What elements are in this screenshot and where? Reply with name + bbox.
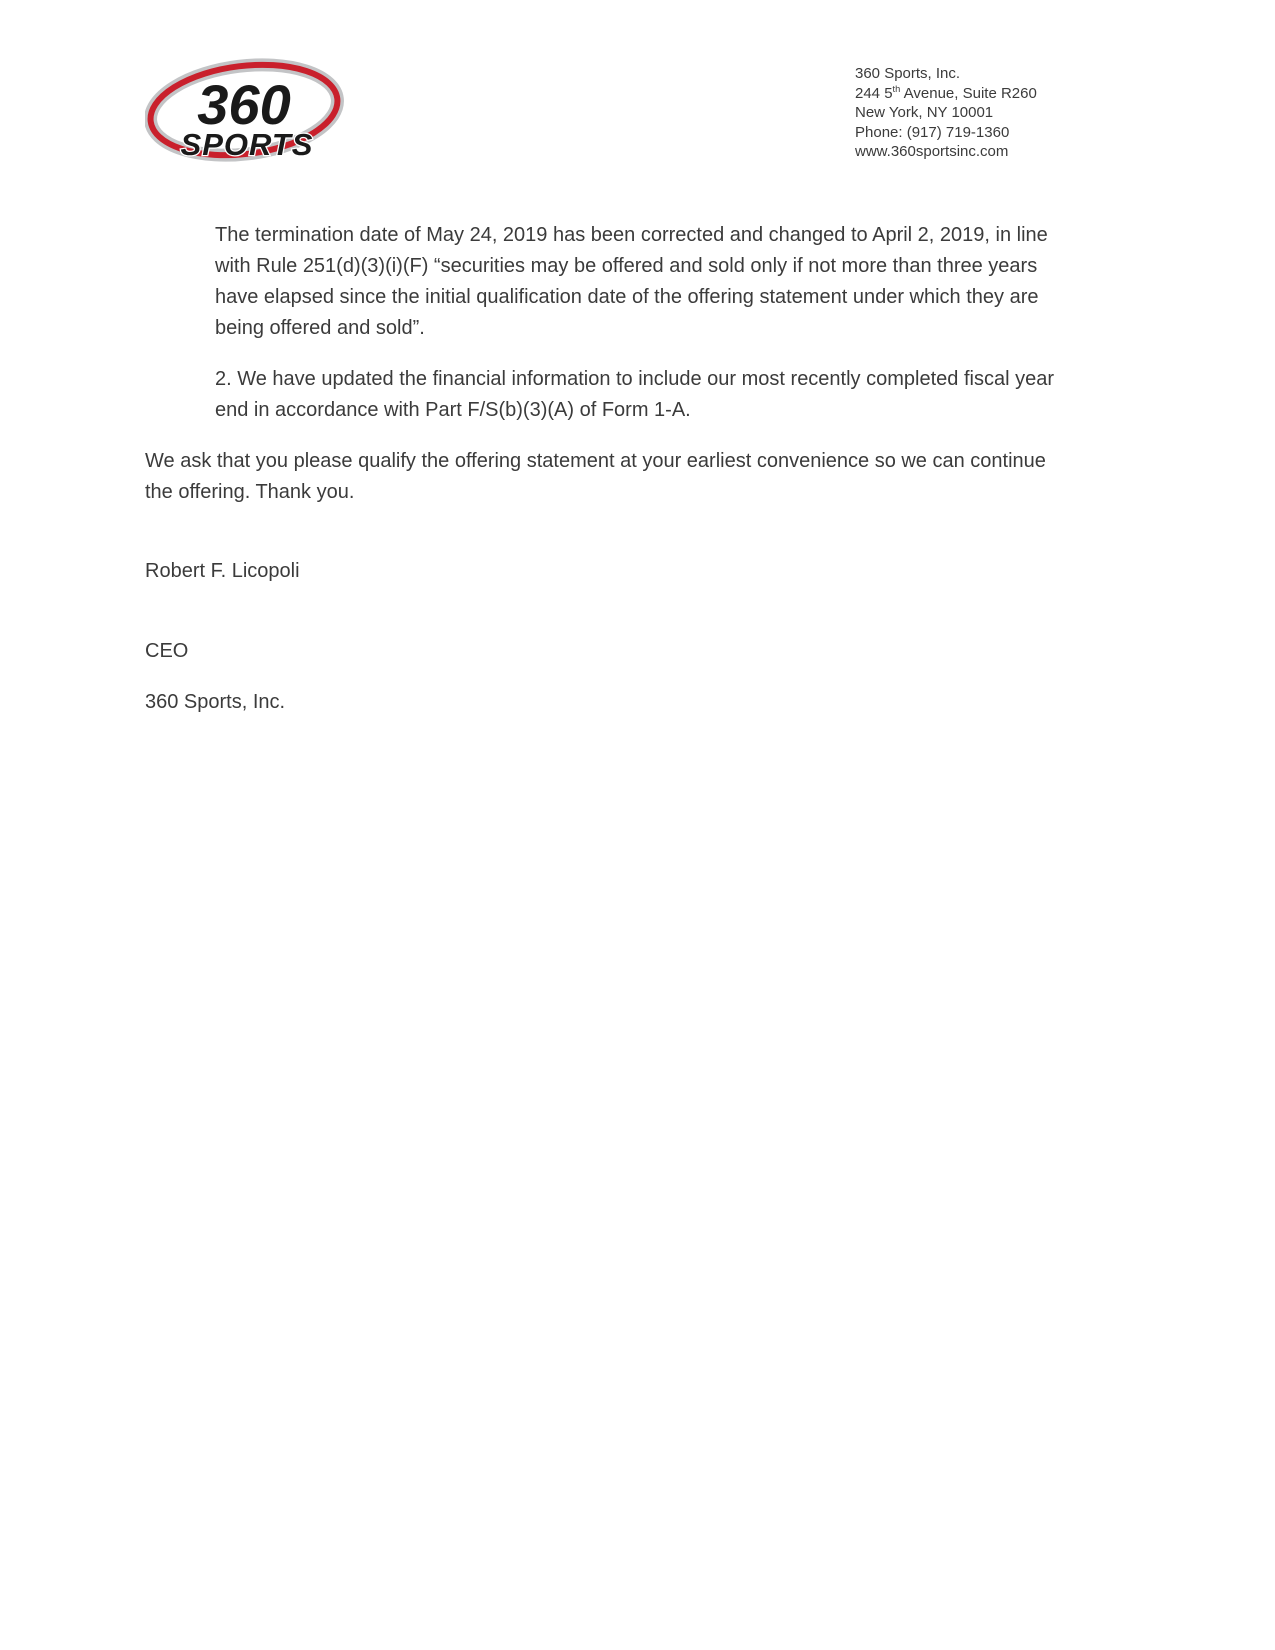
- logo-360-text: 360: [197, 73, 291, 136]
- contact-city-state-zip: New York, NY 10001: [855, 104, 994, 121]
- contact-company: 360 Sports, Inc.: [855, 65, 961, 82]
- paragraph-financial-update: 2. We have updated the financial information to include our most recently completed fiscal year end in accordance with Part F/S(b)(3)(A) of Form 1-A.: [215, 368, 1054, 421]
- contact-website: www.360sportsinc.com: [855, 143, 1009, 160]
- contact-phone: Phone: (917) 719-1360: [855, 123, 1010, 141]
- contact-street-address: [855, 84, 1037, 104]
- logo-graphic: [145, 56, 345, 164]
- company-logo: [145, 56, 345, 164]
- signature-title: CEO: [145, 640, 189, 662]
- contact-block: [855, 64, 1037, 162]
- signature-company: 360 Sports, Inc.: [145, 691, 286, 713]
- letter-body: [145, 220, 1075, 738]
- signature-name: Robert F. Licopoli: [145, 560, 300, 582]
- paragraph-termination-date: The termination date of May 24, 2019 has been corrected and changed to April 2, 2019, in line with Rule 251(d)(3)(i)(F) “securities may be offered and sold only if not more than three years have elapsed since the initial qualification date of the offering statement under which they are being offered and sold”.: [215, 224, 1048, 339]
- paragraph-closing: We ask that you please qualify the offering statement at your earliest convenience so we can continue the offering. Thank you.: [145, 450, 1046, 503]
- contact-street-prefix: 244 5: [855, 84, 893, 102]
- logo-sports-text: SPORTS: [180, 127, 314, 162]
- contact-street-ordinal: th: [892, 83, 901, 94]
- contact-street-suffix: Avenue, Suite R260: [900, 84, 1037, 102]
